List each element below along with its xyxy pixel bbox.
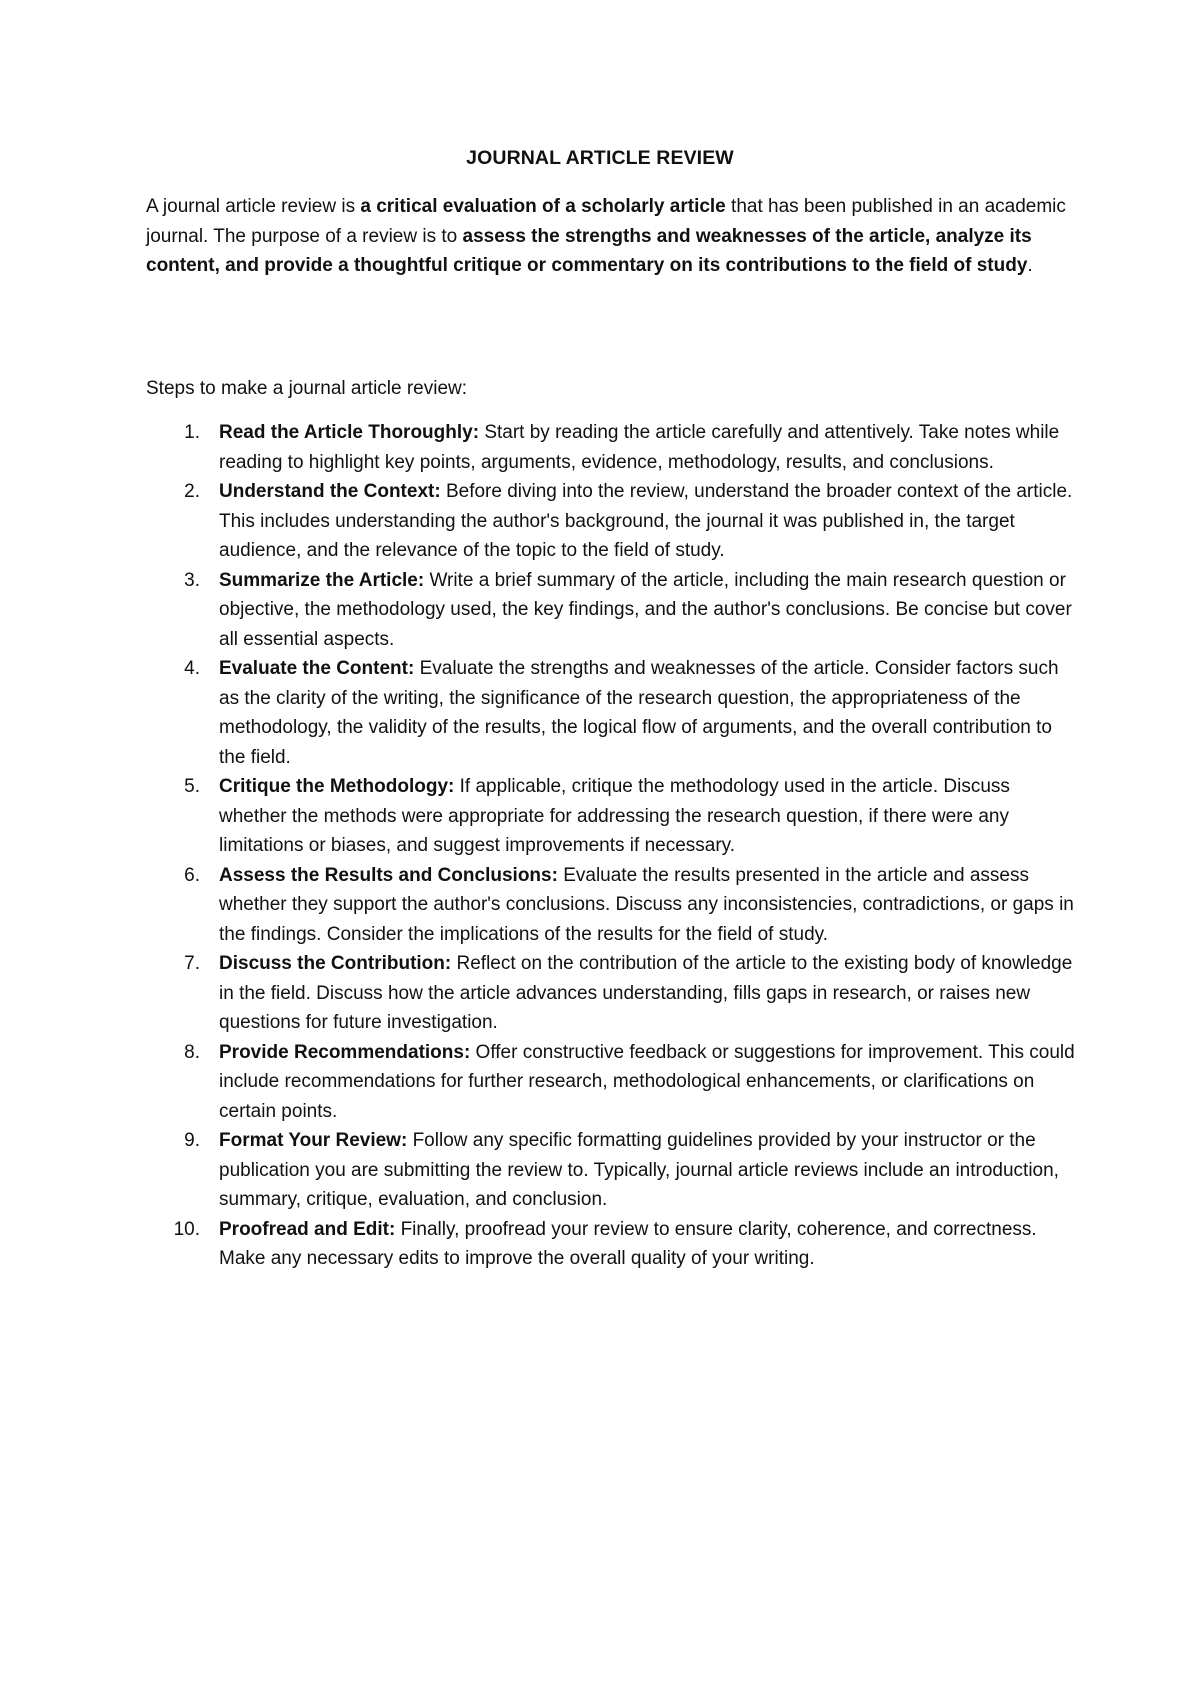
intro-text: that has been published in an academic journal. The purpose of a review is to xyxy=(146,196,1066,247)
step-item xyxy=(146,861,1076,950)
step-number: 8. xyxy=(184,1041,200,1063)
step-text: Evaluate the results presented in the article and assess whether they support the author's conclusions. Discuss any inconsistencies, contradictions, or gaps in the findings. Consider the implications of the results for the field of study. xyxy=(219,864,1074,945)
intro-paragraph xyxy=(146,192,1076,281)
step-title: Critique the Methodology: xyxy=(219,776,455,797)
step-item xyxy=(146,1126,1076,1215)
intro-emphasis: a critical evaluation of a scholarly article xyxy=(360,196,726,217)
step-title: Summarize the Article: xyxy=(219,569,425,591)
steps-heading: Steps to make a journal article review: xyxy=(146,378,468,399)
step-number: 9. xyxy=(184,1130,200,1151)
intro-emphasis: assess the strengths and weaknesses of the article, analyze its content, and provide a thoughtful critique or commentary on its contributions to the field of study xyxy=(146,225,1032,276)
step-text: Before diving into the review, understand the broader context of the article. This includes understanding the author's background, the journal it was published in, the target audience, and the relevance of the topic to the field of study. xyxy=(219,481,1073,561)
step-text: Finally, proofread your review to ensure clarity, coherence, and correctness. Make any necessary edits to improve the overall quality of your writing. xyxy=(219,1218,1037,1269)
step-number: 1. xyxy=(184,422,200,443)
step-title: Understand the Context: xyxy=(219,481,441,502)
step-item xyxy=(146,566,1076,655)
step-item xyxy=(146,1038,1076,1127)
step-text: Follow any specific formatting guidelines provided by your instructor or the publication you are submitting the review to. Typically, journal article reviews include an introduction, summary, critique, evaluation, and conclusion. xyxy=(219,1130,1059,1210)
step-number: 5. xyxy=(184,776,200,797)
document-title: JOURNAL ARTICLE REVIEW xyxy=(466,147,734,169)
step-title: Assess the Results and Conclusions: xyxy=(219,864,558,886)
step-item xyxy=(146,772,1076,861)
step-text: If applicable, critique the methodology used in the article. Discuss whether the methods were appropriate for addressing the research question, if there were any limitations or biases, and suggest improvements if necessary. xyxy=(219,776,1010,856)
step-number: 2. xyxy=(184,481,200,502)
step-item xyxy=(146,1215,1076,1274)
step-text: Write a brief summary of the article, including the main research question or objective, the methodology used, the key findings, and the author's conclusions. Be concise but cover all essential aspects. xyxy=(219,569,1072,650)
step-number: 6. xyxy=(184,864,200,886)
step-number: 3. xyxy=(184,569,200,591)
step-text: Start by reading the article carefully and attentively. Take notes while reading to highlight key points, arguments, evidence, methodology, results, and conclusions. xyxy=(219,422,1060,473)
step-title: Format Your Review: xyxy=(219,1130,408,1151)
step-number: 7. xyxy=(184,953,200,974)
step-title: Discuss the Contribution: xyxy=(219,953,452,974)
intro-text: . xyxy=(1027,255,1033,276)
step-item xyxy=(146,949,1076,1038)
step-title: Evaluate the Content: xyxy=(219,658,415,679)
step-text: Offer constructive feedback or suggestions for improvement. This could include recommendations for further research, methodological enhancements, or clarifications on certain points. xyxy=(219,1041,1075,1122)
step-text: Evaluate the strengths and weaknesses of the article. Consider factors such as the clarity of the writing, the significance of the research question, the appropriateness of the methodology, the validity of the results, the logical flow of arguments, and the overall contribution to the field. xyxy=(219,658,1059,768)
steps-list xyxy=(146,418,1076,1274)
step-number: 4. xyxy=(184,658,200,679)
step-item xyxy=(146,477,1076,566)
intro-text: A journal article review is xyxy=(146,196,361,217)
step-title: Provide Recommendations: xyxy=(219,1041,471,1063)
step-number: 10. xyxy=(173,1218,200,1240)
step-item xyxy=(146,418,1076,477)
step-item xyxy=(146,654,1076,772)
step-title: Proofread and Edit: xyxy=(219,1218,396,1240)
step-title: Read the Article Thoroughly: xyxy=(219,422,480,443)
step-text: Reflect on the contribution of the article to the existing body of knowledge in the field. Discuss how the article advances understanding, fills gaps in research, or raises new questions for future investigation. xyxy=(219,953,1073,1033)
